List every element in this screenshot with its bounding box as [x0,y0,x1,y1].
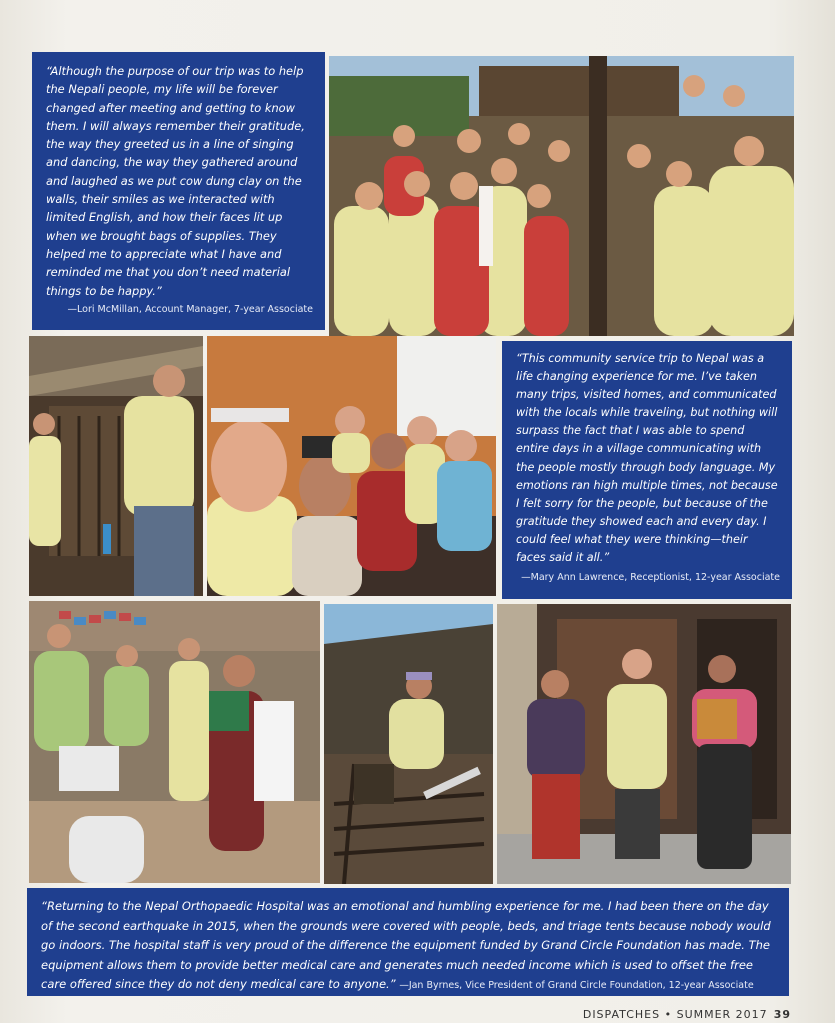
photo-construction-worker [29,336,203,596]
quote-box-mary-ann [502,341,792,599]
quote-text-jan [41,897,775,996]
photo-three-women [497,604,791,884]
photo-group-volunteers [329,56,794,336]
photo-dancing-welcome [29,601,320,883]
quote-text-jan-body: “Returning to the Nepal Orthopaedic Hospital was an emotional and humbling experience for me. I had been there on the day of the second earthquake in 2015, when the grounds were covered with people, beds, and triage tents because nobody would go indoors. The hospital staff is very proud of the difference the equipment funded by Grand Circle Foundation has made. The equipment allows them to provide better medical care and generates much needed income which is used to offset the free care offered since they do not deny medical care to anyone.” [41,899,771,992]
quote-attribution-lori: —Lori McMillan, Account Manager, 7-year Associate [67,303,313,315]
quote-box-jan [27,888,789,996]
page-number: 39 [773,1008,791,1021]
quote-text-mary-ann: “This community service trip to Nepal was a life changing experience for me. I’ve taken many trips, visited homes, and communicated with the locals while traveling, but nothing will surpass the fact that I was able to spend entire days in a village communicating with the people mostly through body language. My emotions ran high multiple times, not because I felt sorry for the people, but because of the gratitude they showed each and every day. I could feel what they were thinking—their faces said it all.” [516,352,778,565]
photo-man-sawing [324,604,493,884]
photo-selfie-villagers [207,336,496,596]
quote-attribution-mary-ann: —Mary Ann Lawrence, Receptionist, 12-year Associate [521,572,780,584]
publication-name: DISPATCHES • SUMMER 2017 [582,1008,768,1021]
quote-attribution-jan: —Jan Byrnes, Vice President of Grand Circle Foundation, 12-year Associate [399,980,754,992]
page-folio [583,1008,791,1021]
quote-text-lori: “Although the purpose of our trip was to help the Nepali people, my life will be forever changed after meeting and getting to know them. I will always remember their gratitude, the way they greeted us in a line of singing and dancing, the way they gathered around and laughed as we put cow dung clay on the walls, their smiles as we interacted with limited English, and how their faces lit up when we brought bags of supplies. They helped me to appreciate what I have and reminded me that you don’t need material things to be happy.” [46,64,305,298]
quote-box-lori [32,52,325,330]
